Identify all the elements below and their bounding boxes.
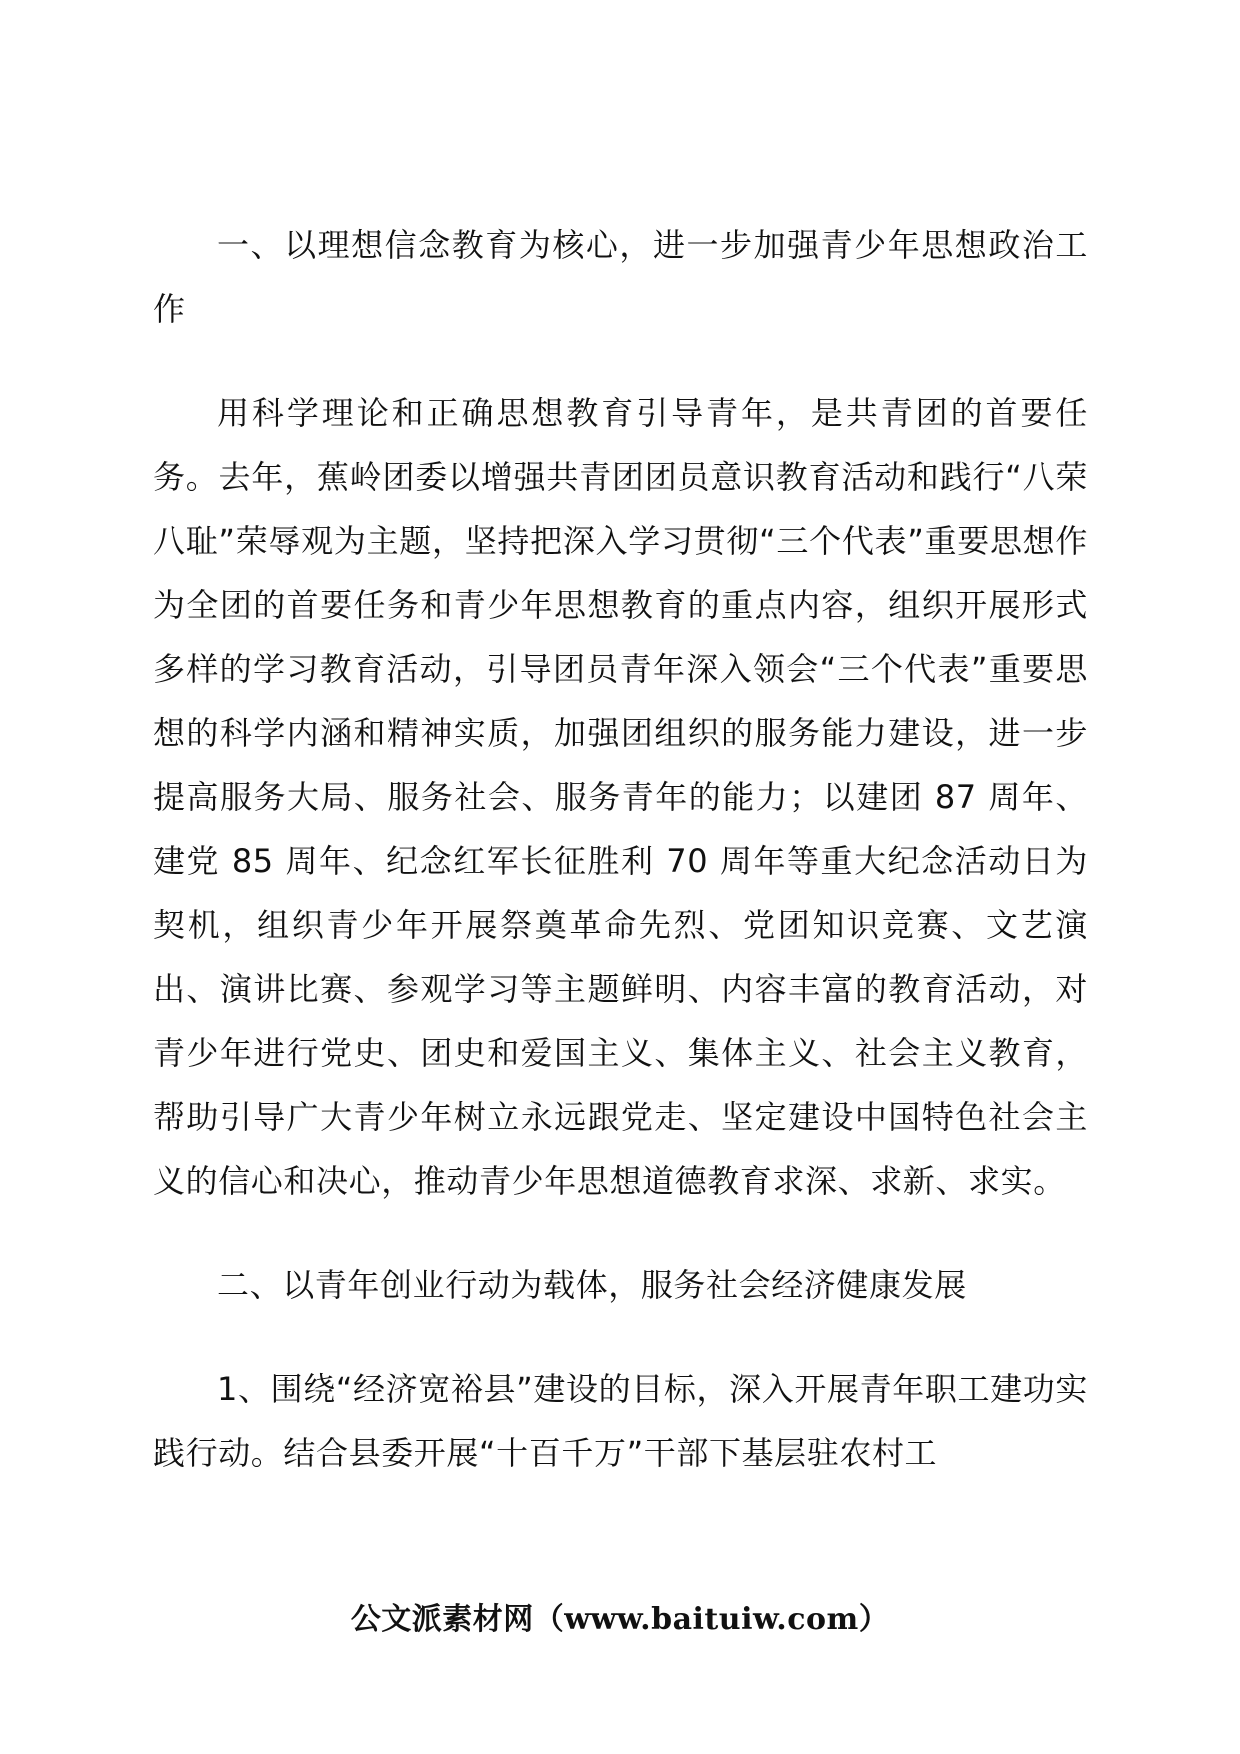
section-heading-2: 二、以青年创业行动为载体，服务社会经济健康发展 — [217, 1266, 967, 1304]
body-paragraph-1: 用科学理论和正确思想教育引导青年，是共青团的首要任务。去年，蕉岭团委以增强共青团团员意识教育活动和践行“八荣八耻”荣辱观为主题，坚持把深入学习贯彻“三个代表”重要思想作为全团的首要任务和青少年思想教育的重点内容，组织开展形式多样的学习教育活动，引导团员青年深入领会“三个代表”重要思想的科学内涵和精神实质，加强团组织的服务能力建设，进一步提高服务大局、服务社会、服务青年的能力；以建团 87 周年、 建党 85 周年、纪念红军长征胜利 70 周年等重大纪念活动日为契机，组织青少年开展祭奠革命先烈、党团知识竞赛、文艺演出、演讲比赛、参观学习等主题鲜明、内容丰富的教育活动，对青少年进行党史、团史和爱国主义、集体主义、社会主义教育，帮助引导广大青少年树立永远跟党走、坚定建设中国特色社会主义的信心和决心，推动青少年思想道德教育求深、求新、求实。 — [153, 394, 1088, 1200]
footer-watermark: 公文派素材网（www.baituiw.com） — [350, 1602, 890, 1637]
document-body — [153, 213, 1088, 1485]
body-paragraph-2: 1、围绕“经济宽裕县”建设的目标，深入开展青年职工建功实践行动。结合县委开展“十百千万”干部下基层驻农村工 — [153, 1370, 1088, 1472]
section-heading-1: 一、以理想信念教育为核心，进一步加强青少年思想政治工作 — [153, 226, 1088, 328]
